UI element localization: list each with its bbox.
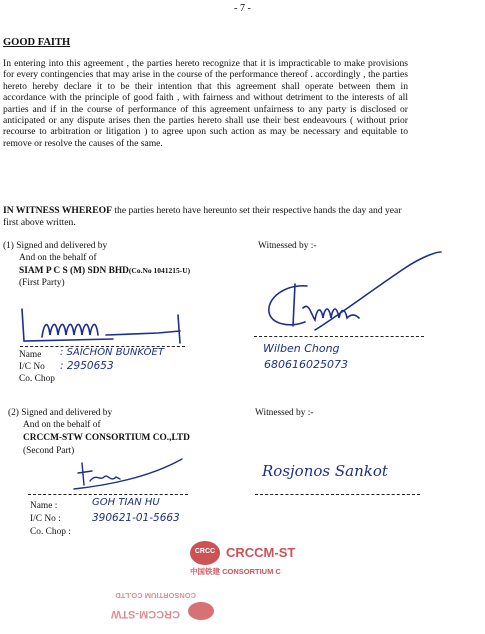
party1-chop-label: Co. Chop xyxy=(19,374,55,384)
stamp-mirror-logo-icon xyxy=(188,602,214,620)
stamp-main-text: CRCCM-ST xyxy=(226,545,296,560)
stamp-sub-text: 中国铁建 CONSORTIUM C xyxy=(190,567,281,576)
party2-signed-label: (2) Signed and delivered by xyxy=(8,408,113,418)
party1-company xyxy=(19,265,190,277)
party1-company-no: (Co.No 1041215-U) xyxy=(128,266,191,275)
stamp-mirror-sub: CONSORTIUM CO.LTD xyxy=(115,591,196,600)
witness2-label: Witnessed by :- xyxy=(255,408,314,418)
party2-company: CRCCM-STW CONSORTIUM CO.,LTD xyxy=(23,433,190,443)
party2-chop-label: Co. Chop : xyxy=(30,527,71,537)
party2-role: (Second Part) xyxy=(23,446,75,456)
stamp-logo-icon xyxy=(190,541,220,565)
party2-signature xyxy=(70,455,190,495)
party2-name-label: Name : xyxy=(30,501,58,511)
witness1-signature xyxy=(255,248,445,338)
party2-behalf-label: And on the behalf of xyxy=(23,420,101,430)
section-heading: GOOD FAITH xyxy=(3,37,71,48)
party1-company-name: SIAM P C S (M) SDN BHD xyxy=(19,266,129,276)
party1-behalf-label: And on the behalf of xyxy=(19,253,97,263)
witness1-ic: 680616025073 xyxy=(264,358,348,371)
party1-signature xyxy=(18,305,188,350)
page-number: - 7 - xyxy=(234,3,251,14)
good-faith-paragraph: In entering into this agreement , the parties hereto recognize that it is impracticable to make provisions for every contingencies that may arise in the course of the performance thereof . accordingly , the parties hereto hereby declare it to be their intention that this agreement shall operate between them in accordance with the principle of good faith , with fairness and without detriment to the interests of all parties and if in the course of performance of this agreement unfairness to any party is disclosed or anticipated or any dispute arises then the parties hereto shall use their best endeavours ( without prior recourse to arbitration or litigation ) to agree upon such action as may be necessary and equitable to remove or resolve the causes of the same. xyxy=(3,58,408,149)
party2-ic-value: 390621-01-5663 xyxy=(92,512,180,524)
stamp-mirror-main: CRCCM-STW xyxy=(110,608,180,620)
party1-role: (First Party) xyxy=(19,278,65,288)
witness-clause-rest: the parties hereto have hereunto set their respective hands the day and year first above written. xyxy=(3,205,402,228)
witness-clause-lead: IN WITNESS WHEREOF xyxy=(3,205,112,216)
party1-ic-label: I/C No xyxy=(19,362,45,372)
party1-name-label: Name xyxy=(19,350,42,360)
witness2-signature-line xyxy=(255,494,420,495)
party1-signed-label: (1) Signed and delivered by xyxy=(3,241,108,251)
party2-ic-label: I/C No : xyxy=(30,514,61,524)
party1-name-value: : SAICHON BUNKOET xyxy=(60,347,164,358)
witness1-label: Witnessed by :- xyxy=(258,241,317,251)
party2-signature-line xyxy=(28,494,188,495)
witness1-name: Wilben Chong xyxy=(263,342,340,355)
witness-clause xyxy=(3,205,413,229)
stamp-mirror xyxy=(40,582,220,622)
witness2-signature: Rosjonos Sankot xyxy=(262,462,388,480)
party1-ic-value: : 2950653 xyxy=(60,360,114,372)
party2-name-value: GOH TIAN HU xyxy=(92,497,160,508)
witness1-signature-line xyxy=(254,336,424,337)
stamp-logo-text: CRCC xyxy=(194,548,216,555)
